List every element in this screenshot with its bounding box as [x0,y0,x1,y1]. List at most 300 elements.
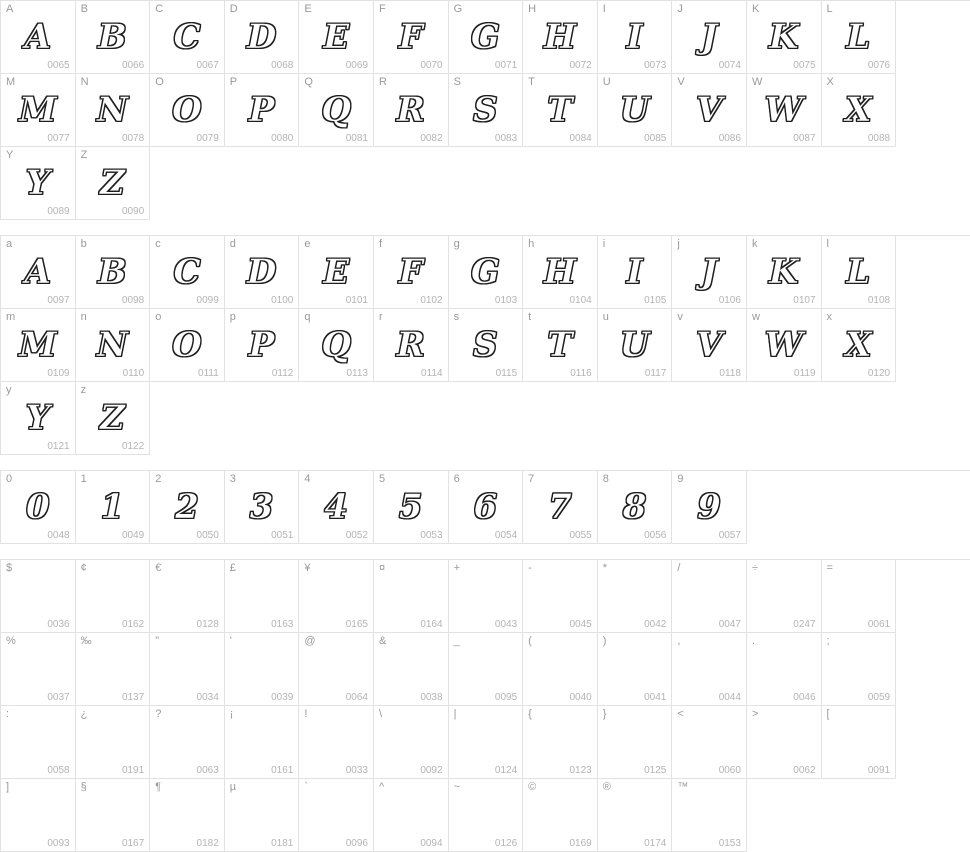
glyph-preview: I [626,252,643,292]
glyph-char-label: S [453,76,461,88]
glyph-cell[interactable] [747,236,822,309]
glyph-preview: Y [25,163,50,203]
glyph-char-label: P [229,76,238,88]
glyph-preview: P [248,90,275,130]
glyph-cell[interactable] [822,706,897,779]
glyph-cell[interactable] [822,74,897,147]
glyph-cell[interactable] [672,560,747,633]
glyph-cell[interactable] [76,236,151,309]
glyph-char-label: 8 [602,473,609,485]
glyph-code-label: 0085 [644,133,667,144]
glyph-code-label: 0058 [47,765,70,776]
glyph-cell[interactable] [76,633,151,706]
glyph-cell[interactable] [299,74,374,147]
glyph-char-label: d [229,238,236,250]
glyph-cell[interactable] [76,147,151,220]
glyph-char-label: q [304,311,311,323]
glyph-cell[interactable] [822,236,897,309]
glyph-code-label: 0124 [494,765,518,776]
glyph-cell[interactable] [822,560,897,633]
glyph-cell[interactable] [822,633,897,706]
glyph-cell[interactable] [672,74,747,147]
glyph-cell[interactable] [76,1,151,74]
glyph-char-label: ™ [677,781,689,793]
glyph-char-label: y [6,384,12,396]
glyph-cell[interactable] [672,706,747,779]
glyph-cell[interactable] [747,74,822,147]
glyph-preview: M [18,90,57,130]
glyph-code-label: 0044 [718,692,741,703]
glyph-cell[interactable] [598,1,673,74]
glyph-cell[interactable] [523,74,598,147]
glyph-cell[interactable] [598,779,673,852]
glyph-code-label: 0040 [569,692,592,703]
glyph-char-label: L [826,3,833,15]
glyph-char-label: u [602,311,609,323]
glyph-cell[interactable] [449,471,524,544]
glyph-char-label: m [6,311,16,323]
glyph-char-label: t [528,311,532,323]
glyph-char-label: ¿ [80,708,88,720]
glyph-code-label: 0169 [569,838,592,849]
glyph-preview: C [173,252,201,292]
glyph-char-label: . [751,635,755,647]
glyph-char-label: c [155,238,161,250]
glyph-code-label: 0098 [121,295,145,306]
glyph-char-label: 3 [229,473,236,485]
glyph-char-label: [ [826,708,830,720]
glyph-cell[interactable] [1,779,76,852]
glyph-char-label: k [751,238,758,250]
glyph-cell[interactable] [299,471,374,544]
glyph-code-label: 0081 [345,133,368,144]
glyph-preview: 1 [100,487,125,527]
glyph-cell[interactable] [449,74,524,147]
glyph-preview: E [323,17,350,57]
glyph-char-label: ® [602,781,611,793]
glyph-code-label: 0064 [345,692,368,703]
glyph-code-label: 0174 [644,838,667,849]
glyph-code-label: 0074 [718,60,741,71]
glyph-code-label: 0051 [271,530,294,541]
glyph-code-label: 0111 [198,368,219,379]
glyph-cell[interactable] [598,706,673,779]
glyph-cell[interactable] [672,1,747,74]
glyph-cell[interactable] [374,74,449,147]
glyph-cell[interactable] [76,560,151,633]
glyph-cell[interactable] [299,236,374,309]
glyph-cell[interactable] [225,236,300,309]
glyph-code-label: 0247 [793,619,816,630]
glyph-cell[interactable] [747,309,822,382]
glyph-char-label: Z [80,149,88,161]
glyph-char-label: ? [155,708,162,720]
glyph-cell[interactable] [225,633,300,706]
glyph-code-label: 0089 [47,206,70,217]
glyph-code-label: 0092 [420,765,443,776]
glyph-char-label: ` [304,781,309,793]
glyph-cell[interactable] [225,1,300,74]
glyph-code-label: 0069 [345,60,368,71]
glyph-cell[interactable] [374,1,449,74]
glyph-cell[interactable] [76,471,151,544]
glyph-code-label: 0094 [420,838,443,849]
glyph-cell[interactable] [374,779,449,852]
glyph-code-label: 0096 [345,838,368,849]
glyph-code-label: 0120 [867,368,891,379]
glyph-code-label: 0126 [494,838,518,849]
glyph-code-label: 0091 [867,765,891,776]
glyph-code-label: 0088 [867,133,891,144]
glyph-preview: N [96,325,128,365]
glyph-cell[interactable] [374,471,449,544]
glyph-char-label: 4 [304,473,311,485]
glyph-preview: 4 [324,487,348,527]
glyph-cell[interactable] [225,706,300,779]
glyph-cell[interactable] [822,309,897,382]
glyph-char-label: § [80,781,87,793]
glyph-char-label: ' [229,635,232,647]
glyph-preview: 0 [25,487,50,527]
glyph-cell[interactable] [449,1,524,74]
glyph-code-label: 0093 [47,838,70,849]
glyph-code-label: 0107 [793,295,816,306]
glyph-cell[interactable] [747,560,822,633]
glyph-char-label: ‰ [80,635,92,647]
glyph-cell[interactable] [1,147,76,220]
glyph-cell[interactable] [374,236,449,309]
glyph-code-label: 0123 [569,765,592,776]
glyph-cell[interactable] [299,560,374,633]
glyph-cell[interactable] [150,236,225,309]
glyph-cell[interactable] [1,560,76,633]
glyph-code-label: 0034 [196,692,219,703]
glyph-code-label: 0079 [196,133,219,144]
glyph-code-label: 0043 [494,619,518,630]
glyph-char-label: J [677,3,683,15]
glyph-cell[interactable] [598,309,673,382]
glyph-code-label: 0181 [271,838,294,849]
glyph-cell[interactable] [1,382,76,455]
glyph-cell[interactable] [598,560,673,633]
glyph-cell[interactable] [76,309,151,382]
glyph-cell[interactable] [374,560,449,633]
glyph-code-label: 0110 [122,368,145,379]
glyph-code-label: 0119 [794,368,816,379]
glyph-cell[interactable] [598,633,673,706]
glyph-code-label: 0046 [793,692,816,703]
glyph-cell[interactable] [150,560,225,633]
glyph-preview: 7 [548,487,572,527]
glyph-char-label: / [677,562,681,574]
glyph-char-label: > [751,708,759,720]
glyph-char-label: ÷ [751,562,758,574]
glyph-grid-uppercase-letters [0,0,970,220]
glyph-code-label: 0076 [867,60,891,71]
glyph-char-label: _ [453,635,460,647]
glyph-char-label: ¥ [304,562,311,574]
glyph-char-label: I [602,3,606,15]
glyph-code-label: 0056 [644,530,667,541]
glyph-preview: T [547,90,573,130]
glyph-cell[interactable] [672,633,747,706]
glyph-code-label: 0122 [121,441,145,452]
glyph-code-label: 0163 [271,619,294,630]
glyph-preview: R [396,325,425,365]
glyph-char-label: V [677,76,685,88]
glyph-preview: L [846,252,871,292]
glyph-code-label: 0042 [644,619,667,630]
glyph-cell[interactable] [374,633,449,706]
glyph-preview: I [626,17,643,57]
glyph-cell[interactable] [747,1,822,74]
glyph-cell[interactable] [523,779,598,852]
glyph-char-label: C [155,3,164,15]
glyph-char-label: Y [6,149,14,161]
glyph-code-label: 0117 [644,368,667,379]
glyph-cell[interactable] [1,633,76,706]
glyph-code-label: 0167 [121,838,145,849]
glyph-preview: 2 [175,487,199,527]
glyph-char-label: 5 [378,473,386,485]
glyph-char-label: 7 [528,473,535,485]
glyph-preview: K [768,252,799,292]
glyph-cell[interactable] [1,309,76,382]
glyph-preview: A [24,252,51,292]
glyph-preview: Q [321,325,351,365]
glyph-cell[interactable] [150,1,225,74]
glyph-code-label: 0161 [271,765,294,776]
glyph-code-label: 0049 [121,530,145,541]
glyph-char-label: µ [229,781,237,793]
glyph-code-label: 0100 [271,295,294,306]
glyph-char-label: D [229,3,238,15]
glyph-preview: P [248,325,275,365]
glyph-cell[interactable] [523,1,598,74]
glyph-code-label: 0090 [121,206,145,217]
glyph-preview: 9 [697,487,721,527]
glyph-cell[interactable] [672,236,747,309]
glyph-preview: U [619,325,650,365]
glyph-char-label: w [751,311,760,323]
glyph-char-label: ] [6,781,10,793]
glyph-char-label: j [677,238,680,250]
glyph-code-label: 0099 [196,295,219,306]
glyph-char-label: : [6,708,10,720]
glyph-cell[interactable] [76,779,151,852]
glyph-cell[interactable] [449,560,524,633]
glyph-preview: O [172,325,202,365]
glyph-code-label: 0073 [644,60,667,71]
glyph-char-label: x [826,311,833,323]
glyph-cell[interactable] [150,471,225,544]
glyph-char-label: s [453,311,460,323]
glyph-char-label: Q [304,76,313,88]
glyph-code-label: 0162 [121,619,145,630]
glyph-cell[interactable] [299,633,374,706]
glyph-preview: K [768,17,799,57]
glyph-cell[interactable] [449,309,524,382]
glyph-cell[interactable] [299,779,374,852]
glyph-char-label: g [453,238,460,250]
glyph-cell[interactable] [747,706,822,779]
glyph-code-label: 0041 [644,692,667,703]
glyph-code-label: 0125 [644,765,667,776]
glyph-preview: H [543,17,577,57]
glyph-cell[interactable] [449,236,524,309]
glyph-char-label: ¤ [378,562,386,574]
glyph-cell[interactable] [822,1,897,74]
glyph-code-label: 0050 [196,530,219,541]
glyph-char-label: | [453,708,457,720]
glyph-cell[interactable] [1,74,76,147]
glyph-char-label: i [602,238,606,250]
glyph-cell[interactable] [449,633,524,706]
glyph-cell[interactable] [523,309,598,382]
glyph-code-label: 0052 [345,530,368,541]
glyph-cell[interactable] [523,236,598,309]
glyph-cell[interactable] [150,779,225,852]
glyph-char-label: - [528,562,532,574]
glyph-code-label: 0137 [121,692,145,703]
glyph-preview: Z [99,163,125,203]
glyph-preview: 5 [398,487,423,527]
glyph-cell[interactable] [225,74,300,147]
glyph-code-label: 0067 [196,60,219,71]
glyph-cell[interactable] [672,309,747,382]
glyph-char-label: } [602,708,607,720]
glyph-char-label: ¶ [155,781,162,793]
glyph-preview: G [470,252,500,292]
glyph-code-label: 0106 [718,295,741,306]
glyph-code-label: 0065 [47,60,70,71]
glyph-char-label: { [528,708,532,720]
glyph-code-label: 0164 [420,619,443,630]
glyph-code-label: 0066 [121,60,145,71]
glyph-preview: B [98,17,127,57]
glyph-preview: 3 [249,487,274,527]
glyph-cell[interactable] [523,633,598,706]
glyph-char-label: ) [602,635,607,647]
glyph-cell[interactable] [225,779,300,852]
glyph-preview: T [547,325,573,365]
glyph-code-label: 0101 [345,295,368,306]
glyph-cell[interactable] [523,471,598,544]
glyph-cell[interactable] [299,309,374,382]
glyph-code-label: 0084 [569,133,592,144]
glyph-code-label: 0191 [121,765,145,776]
glyph-code-label: 0057 [718,530,741,541]
glyph-code-label: 0116 [570,368,592,379]
glyph-cell[interactable] [449,779,524,852]
glyph-cell[interactable] [1,471,76,544]
block-separator [0,455,970,470]
glyph-char-label: X [826,76,834,88]
glyph-char-label: * [602,562,608,574]
glyph-code-label: 0039 [271,692,294,703]
glyph-code-label: 0037 [47,692,70,703]
glyph-preview: X [845,325,872,365]
glyph-cell[interactable] [150,706,225,779]
glyph-cell[interactable] [1,1,76,74]
glyph-char-label: h [528,238,535,250]
glyph-code-label: 0038 [420,692,443,703]
glyph-cell[interactable] [374,706,449,779]
glyph-preview: G [470,17,500,57]
glyph-cell[interactable] [225,309,300,382]
glyph-char-label: © [528,781,537,793]
glyph-cell[interactable] [747,633,822,706]
glyph-code-label: 0045 [569,619,592,630]
glyph-cell[interactable] [150,74,225,147]
glyph-grid-digits [0,470,970,544]
glyph-cell[interactable] [150,309,225,382]
glyph-code-label: 0118 [719,368,741,379]
glyph-cell[interactable] [449,706,524,779]
glyph-code-label: 0121 [47,441,70,452]
glyph-code-label: 0055 [569,530,592,541]
glyph-cell[interactable] [672,471,747,544]
glyph-char-label: A [6,3,14,15]
glyph-char-label: = [826,562,833,574]
glyph-code-label: 0103 [494,295,518,306]
glyph-cell[interactable] [523,706,598,779]
glyph-cell[interactable] [523,560,598,633]
glyph-cell[interactable] [1,236,76,309]
glyph-preview: 8 [622,487,647,527]
block-separator [0,220,970,235]
glyph-code-label: 0033 [345,765,368,776]
glyph-cell[interactable] [598,236,673,309]
glyph-cell[interactable] [598,471,673,544]
glyph-code-label: 0060 [718,765,741,776]
glyph-code-label: 0086 [718,133,741,144]
glyph-preview: J [701,252,718,292]
glyph-code-label: 0102 [420,295,443,306]
glyph-cell[interactable] [598,74,673,147]
glyph-preview: W [764,90,803,130]
glyph-code-label: 0075 [793,60,816,71]
glyph-code-label: 0105 [644,295,667,306]
glyph-cell[interactable] [76,706,151,779]
glyph-code-label: 0054 [494,530,518,541]
glyph-cell[interactable] [150,633,225,706]
glyph-char-label: G [453,3,463,15]
glyph-char-label: N [80,76,89,88]
glyph-cell[interactable] [299,706,374,779]
glyph-code-label: 0114 [421,368,443,379]
glyph-code-label: 0070 [420,60,443,71]
glyph-char-label: T [528,76,535,88]
glyph-char-label: 1 [80,473,87,485]
glyph-code-label: 0082 [420,133,443,144]
glyph-cell[interactable] [225,471,300,544]
glyph-cell[interactable] [374,309,449,382]
glyph-preview: R [396,90,425,130]
glyph-cell[interactable] [1,706,76,779]
glyph-cell[interactable] [76,382,151,455]
glyph-char-label: a [6,238,13,250]
glyph-code-label: 0104 [569,295,592,306]
glyph-code-label: 0182 [196,838,219,849]
glyph-code-label: 0053 [420,530,443,541]
glyph-cell[interactable] [299,1,374,74]
glyph-cell[interactable] [672,779,747,852]
glyph-cell[interactable] [225,560,300,633]
glyph-code-label: 0113 [346,368,368,379]
glyph-code-label: 0071 [494,60,518,71]
glyph-cell[interactable] [76,74,151,147]
